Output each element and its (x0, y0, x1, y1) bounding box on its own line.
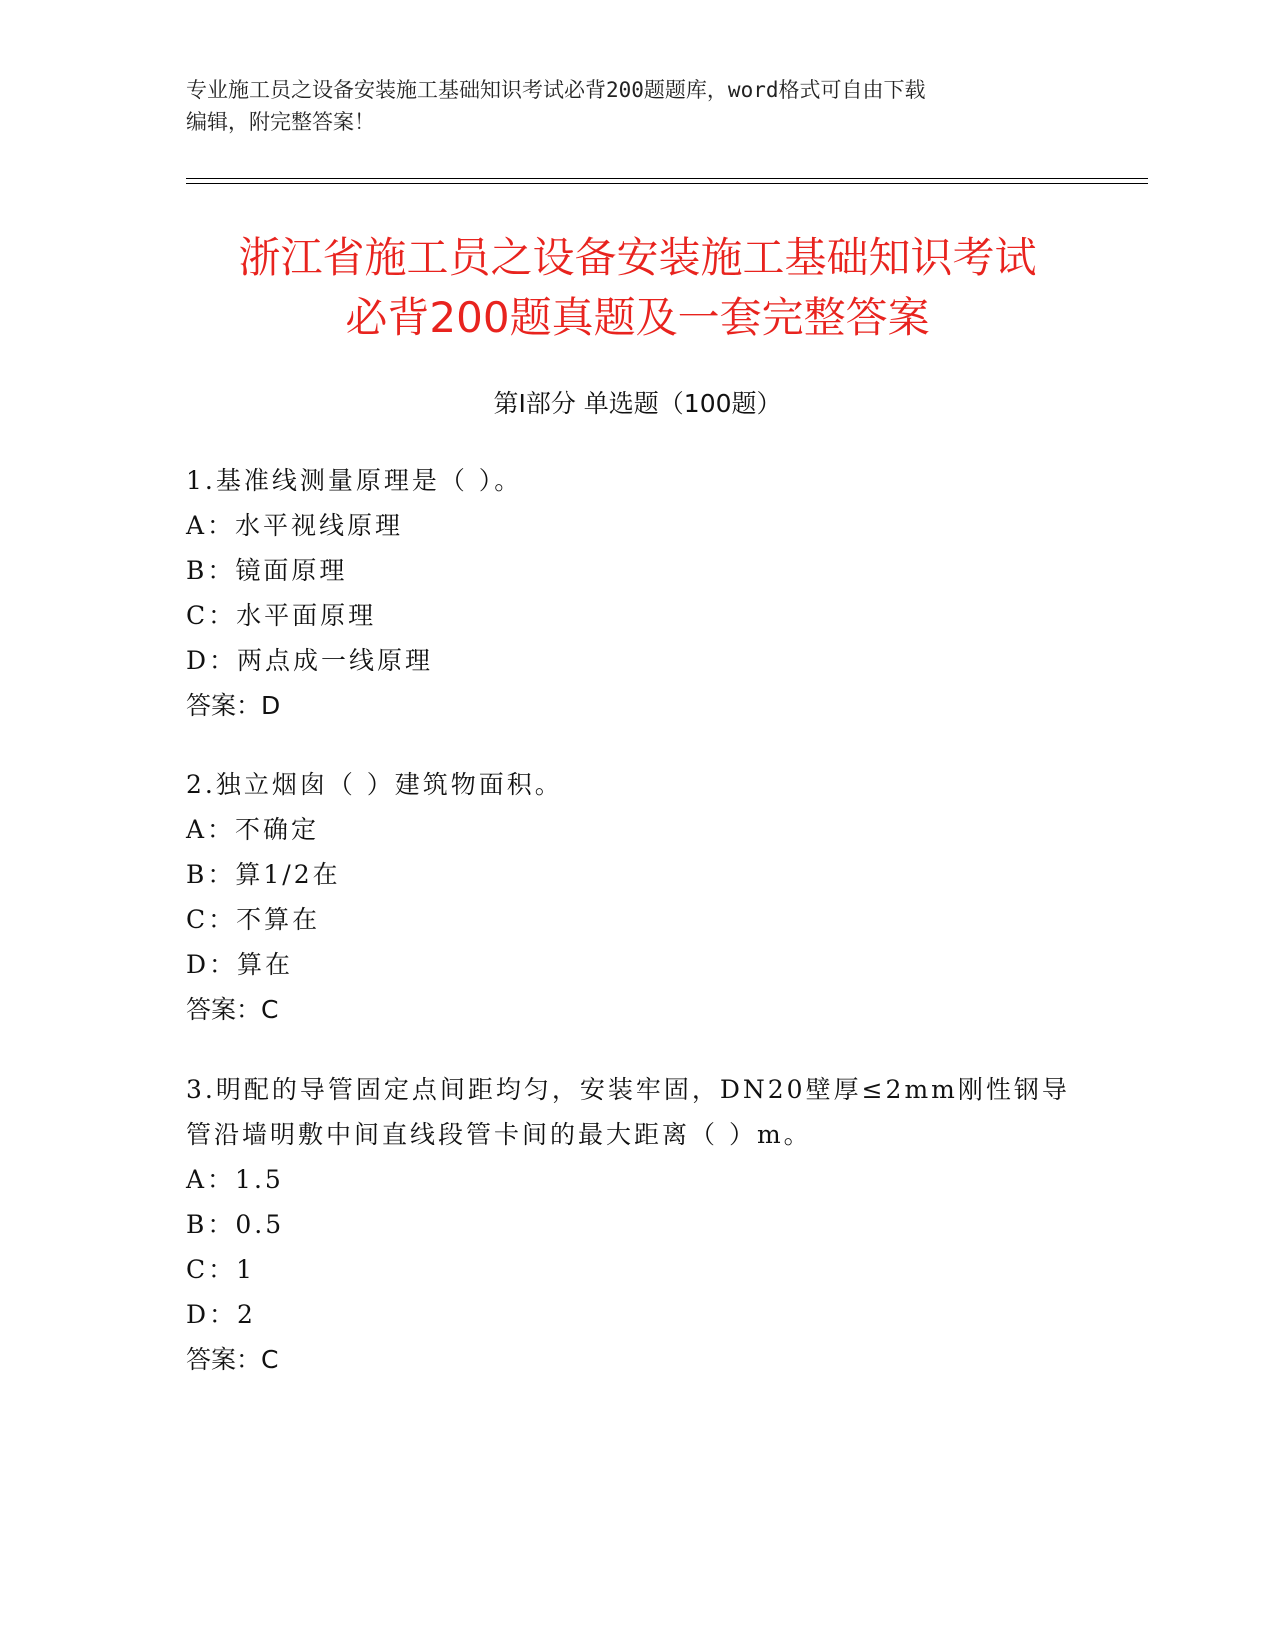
option-d: D：算在 (186, 950, 294, 979)
answer: 答案：D (186, 691, 281, 720)
question-stem-line2: 管沿墙明敷中间直线段管卡间的最大距离（ ）m。 (186, 1120, 812, 1149)
question-2 (186, 762, 1066, 1032)
option-c: C：1 (186, 1255, 256, 1284)
option-a: A：水平视线原理 (186, 511, 404, 540)
header-note-line1: 专业施工员之设备安装施工基础知识考试必背200题题库，word格式可自由下载 (186, 78, 926, 102)
header-note-line2: 编辑，附完整答案！ (186, 110, 375, 134)
header-note (186, 74, 1086, 138)
option-b: B：0.5 (186, 1210, 285, 1239)
answer: 答案：C (186, 995, 279, 1024)
option-d: D：2 (186, 1300, 256, 1329)
question-stem-line1: 3.明配的导管固定点间距均匀，安装牢固，DN20壁厚≤2mm刚性钢导 (186, 1075, 1070, 1104)
option-c: C：不算在 (186, 905, 321, 934)
question-3 (186, 1067, 1070, 1382)
document-title-line1: 浙江省施工员之设备安装施工基础知识考试 (238, 233, 1037, 282)
section-title: 第Ⅰ部分 单选题（100题） (493, 389, 782, 418)
option-b: B：镜面原理 (186, 556, 348, 585)
option-a: A：1.5 (186, 1165, 284, 1194)
answer: 答案：C (186, 1345, 279, 1374)
option-b: B：算1/2在 (186, 860, 341, 889)
question-stem: 2.独立烟囱（ ）建筑物面积。 (186, 770, 563, 799)
header-divider-top (186, 178, 1148, 179)
option-a: A：不确定 (186, 815, 320, 844)
option-c: C：水平面原理 (186, 601, 377, 630)
document-title (0, 228, 1275, 348)
header-divider-bottom (186, 183, 1148, 184)
document-title-line2: 必背200题真题及一套完整答案 (345, 293, 930, 342)
question-1 (186, 458, 1066, 728)
question-stem: 1.基准线测量原理是（ ）。 (186, 466, 523, 495)
option-d: D：两点成一线原理 (186, 646, 434, 675)
